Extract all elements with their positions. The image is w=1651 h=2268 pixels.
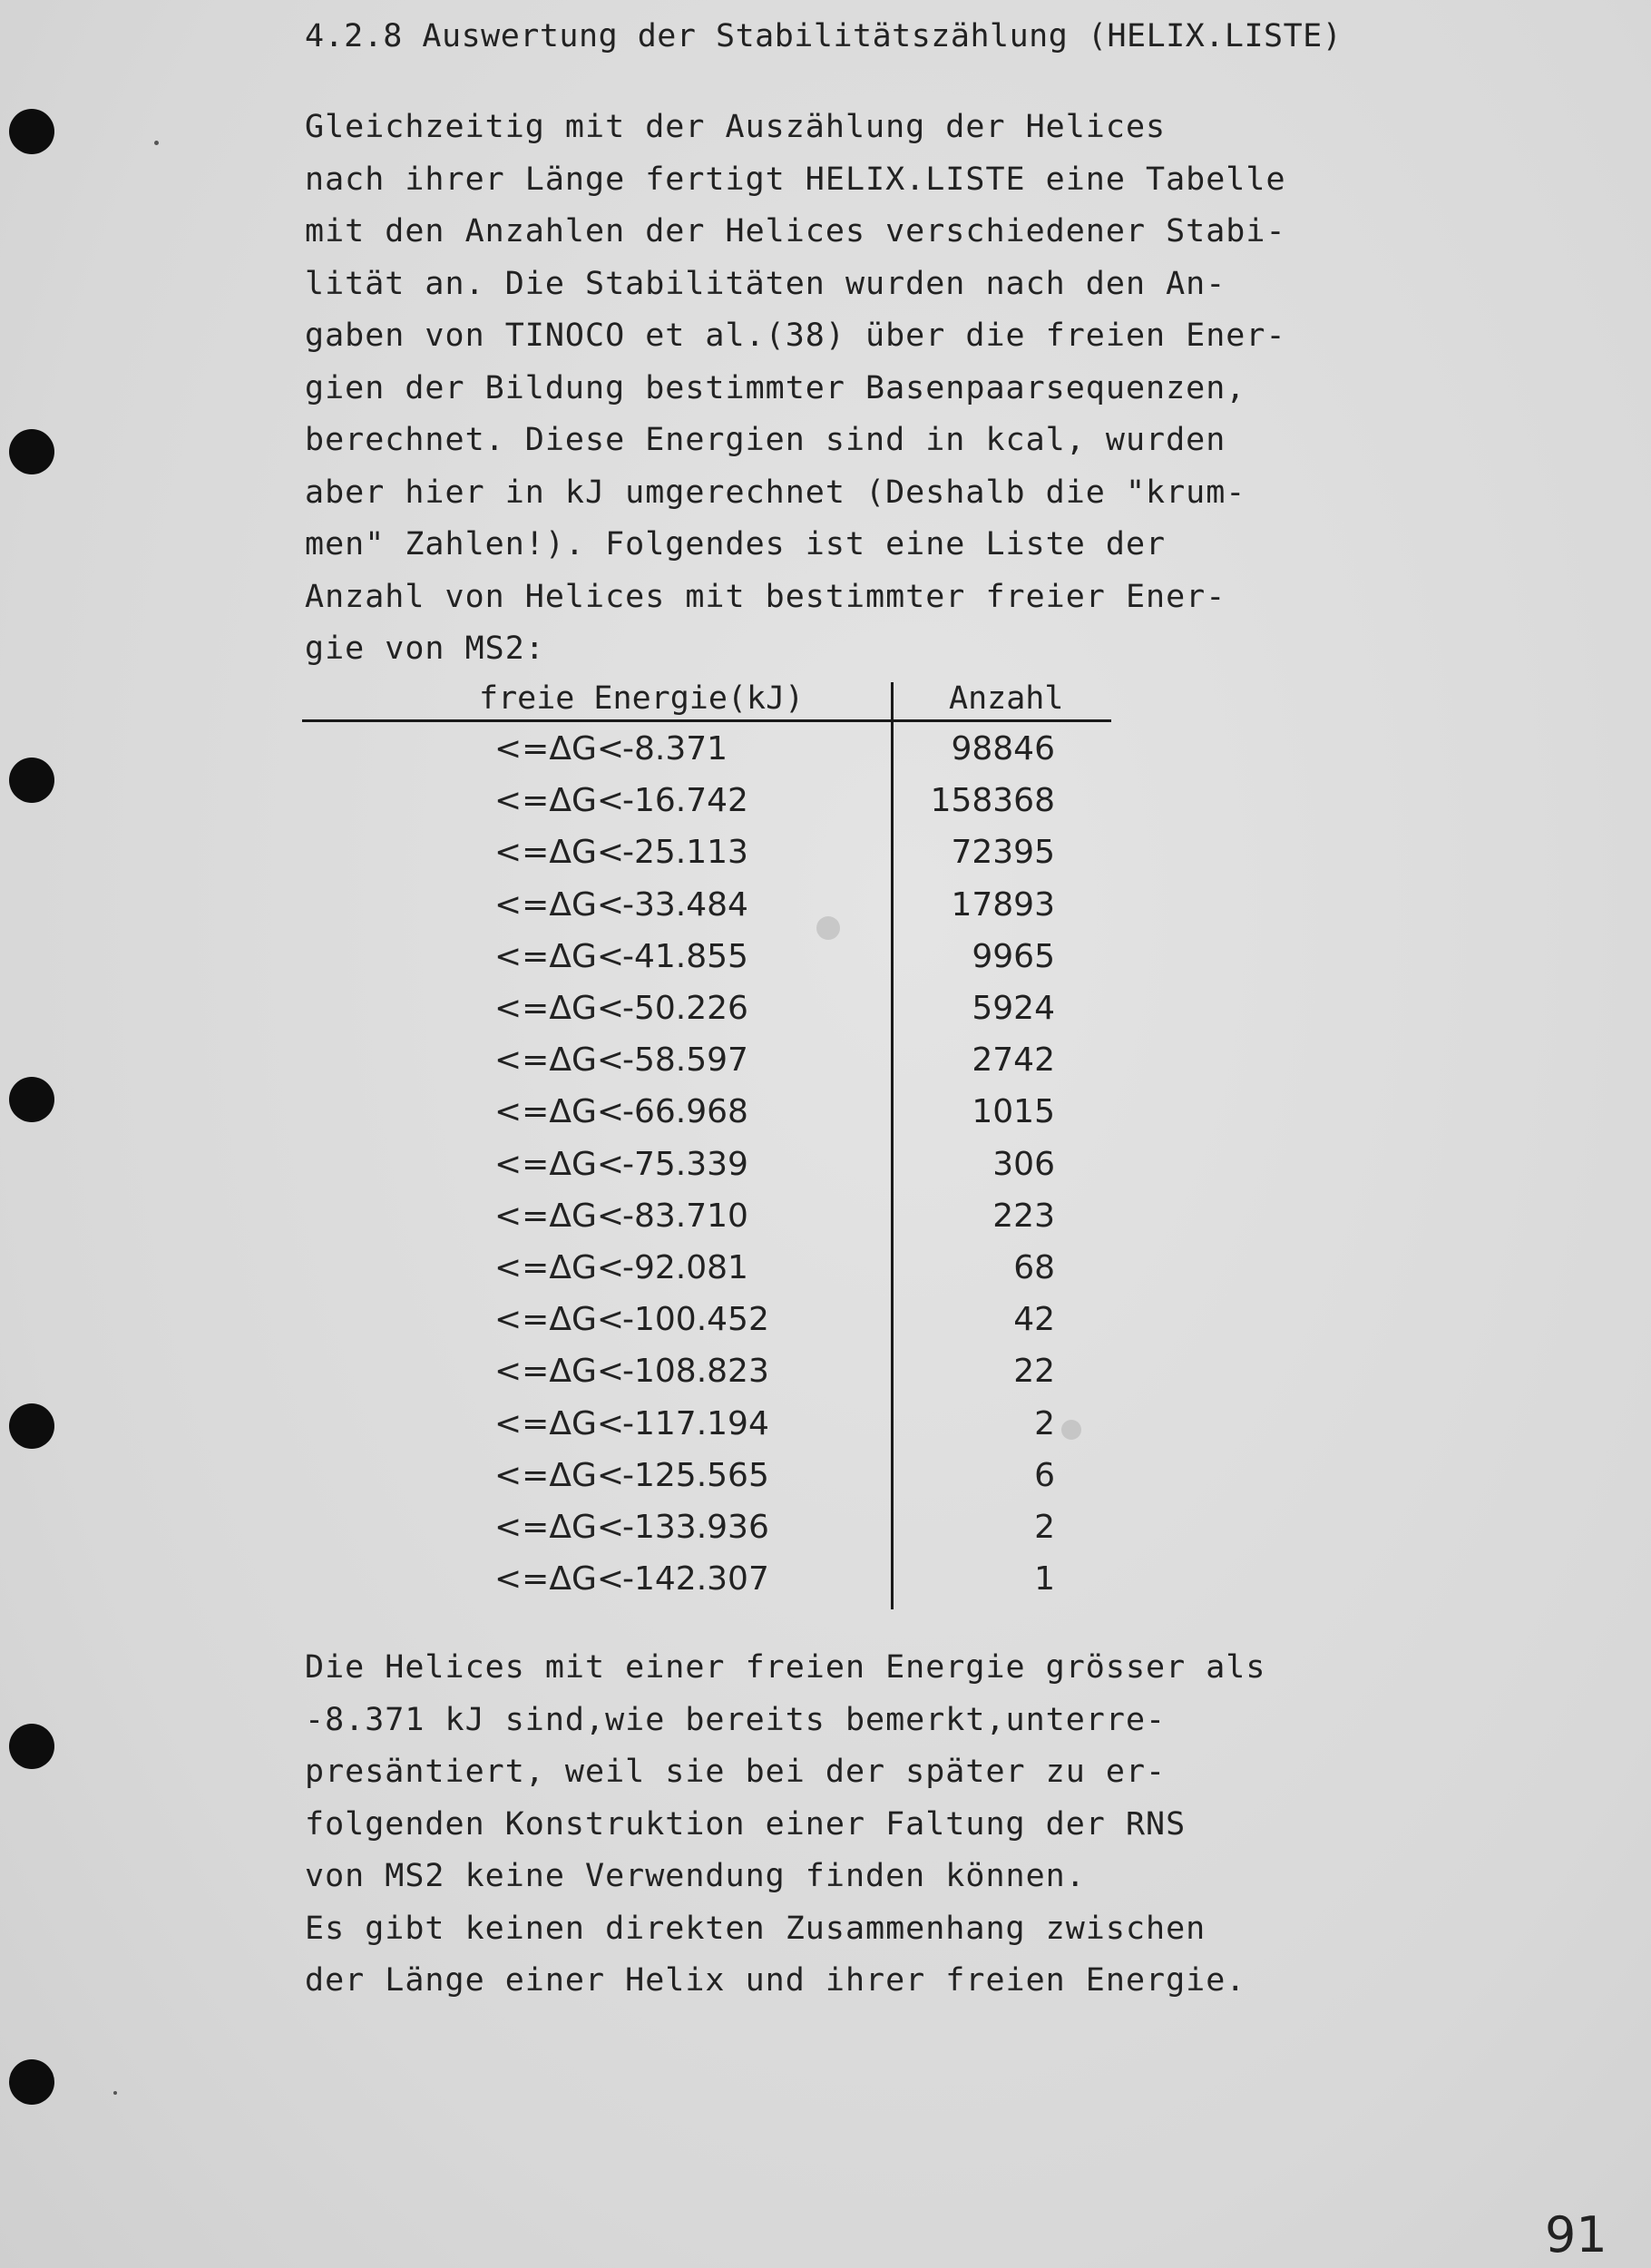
table-row: [0, 1146, 1089, 1198]
energy-upper-bound: -58.597: [622, 1041, 748, 1080]
helix-count: 1: [1034, 1560, 1055, 1598]
text-line: gaben von TINOCO et al.(38) über die freien Ener-: [305, 318, 1286, 354]
helix-count: 42: [1013, 1301, 1055, 1339]
text-line: gien der Bildung bestimmter Basenpaarsequenzen,: [305, 369, 1246, 406]
delta-g-operator: <=ΔG<: [494, 730, 625, 767]
table-row: [0, 1249, 1089, 1301]
energy-upper-bound: -100.452: [622, 1301, 769, 1339]
helix-count: 5924: [972, 990, 1055, 1027]
table-row: [0, 782, 1089, 834]
table-row: [0, 1353, 1089, 1404]
helix-count: 1015: [972, 1093, 1055, 1131]
table-header-rule: [302, 719, 1111, 722]
delta-g-operator: <=ΔG<: [494, 782, 625, 820]
table-row: [0, 1560, 1089, 1612]
table-row: [0, 1041, 1089, 1093]
table-row: [0, 1093, 1089, 1145]
text-line: nach ihrer Länge fertigt HELIX.LISTE eine Tabelle: [305, 161, 1286, 198]
punch-hole: [9, 1724, 54, 1769]
energy-upper-bound: -50.226: [622, 990, 748, 1027]
text-line: Die Helices mit einer freien Energie grösser als: [305, 1649, 1266, 1686]
table-row: [0, 1457, 1089, 1509]
text-line: Gleichzeitig mit der Auszählung der Helices: [305, 109, 1167, 145]
helix-count: 17893: [951, 885, 1055, 924]
energy-upper-bound: -33.484: [622, 885, 748, 924]
energy-upper-bound: -83.710: [622, 1197, 748, 1235]
paper-speck: [154, 141, 159, 145]
punch-hole: [9, 429, 54, 474]
delta-g-operator: <=ΔG<: [494, 1560, 625, 1598]
helix-count: 68: [1013, 1249, 1055, 1286]
text-line: -8.371 kJ sind,wie bereits bemerkt,unterre-: [305, 1701, 1167, 1738]
punch-hole: [9, 109, 54, 154]
helix-count: 98846: [951, 730, 1055, 767]
helix-count: 22: [1013, 1353, 1055, 1391]
table-row: [0, 1301, 1089, 1353]
delta-g-operator: <=ΔG<: [494, 1041, 625, 1080]
energy-upper-bound: -108.823: [622, 1353, 769, 1391]
helix-count: 2: [1034, 1509, 1055, 1546]
text-line: presäntiert, weil sie bei der später zu er-: [305, 1754, 1167, 1790]
helix-count: 223: [992, 1197, 1055, 1235]
text-line: aber hier in kJ umgerechnet (Deshalb die "krum-: [305, 474, 1246, 511]
table-row: [0, 834, 1089, 885]
energy-upper-bound: -8.371: [622, 730, 728, 767]
table-row: [0, 1198, 1089, 1249]
delta-g-operator: <=ΔG<: [494, 937, 625, 975]
text-line: berechnet. Diese Energien sind in kcal, wurden: [305, 422, 1226, 458]
energy-upper-bound: -142.307: [622, 1560, 769, 1598]
text-line: der Länge einer Helix und ihrer freien Energie.: [305, 1962, 1246, 1999]
helix-count: 72395: [951, 834, 1055, 872]
delta-g-operator: <=ΔG<: [494, 1301, 625, 1339]
table-row: [0, 1509, 1089, 1560]
delta-g-operator: <=ΔG<: [494, 1145, 625, 1183]
helix-count: 9965: [972, 937, 1055, 975]
delta-g-operator: <=ΔG<: [494, 1456, 625, 1494]
page-number: 91: [1545, 2206, 1607, 2263]
delta-g-operator: <=ΔG<: [494, 1404, 625, 1442]
text-line: lität an. Die Stabilitäten wurden nach den An-: [305, 265, 1226, 302]
helix-count: 2742: [972, 1041, 1055, 1080]
delta-g-operator: <=ΔG<: [494, 834, 625, 872]
delta-g-operator: <=ΔG<: [494, 1353, 625, 1391]
energy-upper-bound: -117.194: [622, 1404, 769, 1442]
delta-g-operator: <=ΔG<: [494, 990, 625, 1027]
helix-count: 158368: [930, 782, 1055, 820]
text-line: gie von MS2:: [305, 631, 545, 667]
energy-upper-bound: -133.936: [622, 1509, 769, 1546]
text-line: Anzahl von Helices mit bestimmter freier Ener-: [305, 578, 1226, 615]
table-header-energy: freie Energie(kJ): [479, 680, 805, 717]
text-line: von MS2 keine Verwendung finden können.: [305, 1858, 1086, 1894]
text-line: men" Zahlen!). Folgendes ist eine Liste der: [305, 526, 1167, 562]
delta-g-operator: <=ΔG<: [494, 885, 625, 924]
delta-g-operator: <=ΔG<: [494, 1249, 625, 1286]
energy-upper-bound: -16.742: [622, 782, 748, 820]
energy-upper-bound: -125.565: [622, 1456, 769, 1494]
table-row: [0, 938, 1089, 990]
delta-g-operator: <=ΔG<: [494, 1093, 625, 1131]
closing-paragraph: [305, 1642, 1265, 2008]
table-row: [0, 730, 1089, 782]
delta-g-operator: <=ΔG<: [494, 1509, 625, 1546]
table-row: [0, 886, 1089, 938]
table-row: [0, 990, 1089, 1041]
energy-upper-bound: -41.855: [622, 937, 748, 975]
punch-hole: [9, 2059, 54, 2105]
helix-count: 2: [1034, 1404, 1055, 1442]
text-line: mit den Anzahlen der Helices verschiedener Stabi-: [305, 213, 1286, 249]
section-heading: 4.2.8 Auswertung der Stabilitätszählung (HELIX.LISTE): [305, 18, 1343, 54]
helix-count: 306: [992, 1145, 1055, 1183]
table-header-count: Anzahl: [949, 680, 1064, 717]
intro-paragraph: [305, 102, 1286, 676]
paper-speck: [113, 2091, 117, 2095]
table-row: [0, 1405, 1089, 1457]
text-line: Es gibt keinen direkten Zusammenhang zwischen: [305, 1910, 1206, 1947]
energy-upper-bound: -66.968: [622, 1093, 748, 1131]
energy-upper-bound: -25.113: [622, 834, 748, 872]
helix-count: 6: [1034, 1456, 1055, 1494]
energy-upper-bound: -92.081: [622, 1249, 748, 1286]
text-line: folgenden Konstruktion einer Faltung der RNS: [305, 1805, 1187, 1843]
energy-upper-bound: -75.339: [622, 1145, 748, 1183]
delta-g-operator: <=ΔG<: [494, 1197, 625, 1235]
